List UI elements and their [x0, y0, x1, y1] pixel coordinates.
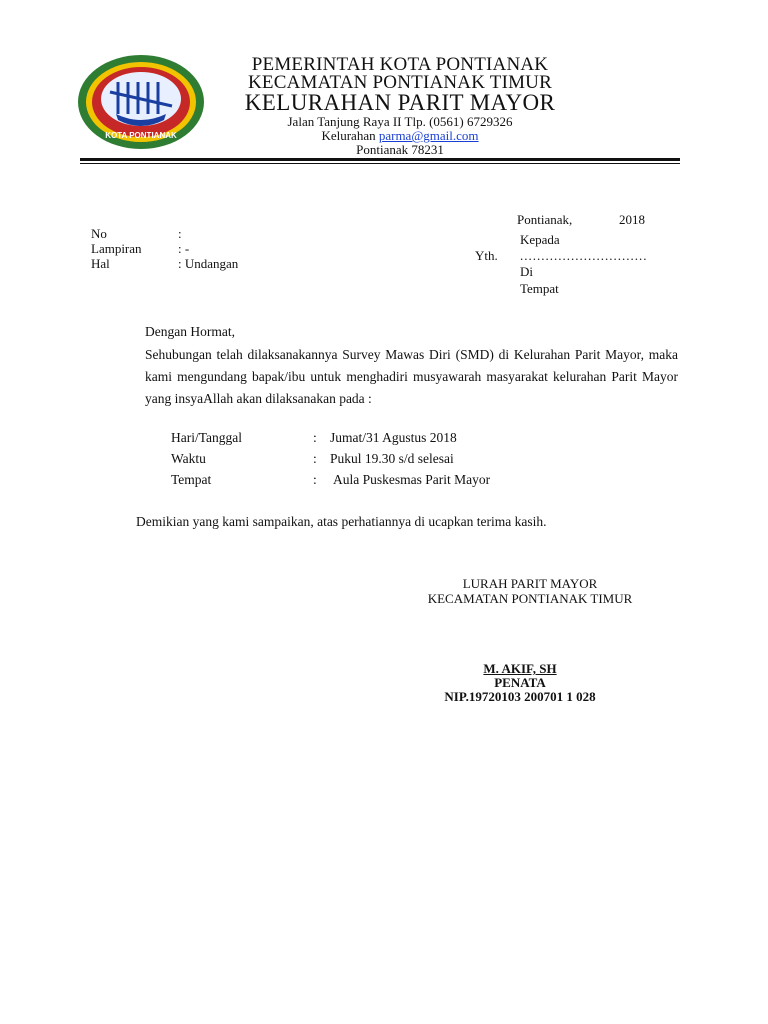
meta-no-label: No — [91, 226, 107, 241]
signature-nip: NIP.19720103 200701 1 028 — [444, 689, 596, 704]
greeting: Dengan Hormat, — [145, 324, 235, 339]
header-divider-thin — [80, 163, 680, 164]
kota-pontianak-emblem — [76, 52, 206, 152]
detail-colon-time: : — [313, 451, 317, 466]
detail-label-date: Hari/Tanggal — [171, 430, 243, 445]
svg-text:KOTA PONTIANAK: KOTA PONTIANAK — [105, 131, 177, 140]
closing-sentence: Demikian yang kami sampaikan, atas perhatiannya di ucapkan terima kasih. — [136, 514, 547, 529]
meta-hal-label: Hal — [91, 256, 110, 271]
recipient-tempat: Tempat — [520, 281, 559, 296]
detail-value-date: Jumat/31 Agustus 2018 — [330, 430, 457, 445]
meta-lampiran-value: : - — [178, 241, 190, 256]
recipient-dots: .............................. — [520, 248, 648, 263]
signature-title-2: KECAMATAN PONTIANAK TIMUR — [427, 591, 633, 606]
detail-value-place: Aula Puskesmas Parit Mayor — [333, 472, 491, 487]
header-district: KECAMATAN PONTIANAK TIMUR — [248, 72, 552, 93]
detail-colon-date: : — [313, 430, 317, 445]
header-address: Jalan Tanjung Raya II Tlp. (0561) 6729326 — [287, 114, 513, 129]
meta-lampiran-label: Lampiran — [91, 241, 142, 256]
header-city-zip: Pontianak 78231 — [356, 142, 444, 157]
header-government: PEMERINTAH KOTA PONTIANAK — [251, 54, 549, 75]
meta-hal-value: : Undangan — [178, 256, 239, 271]
detail-colon-place: : — [313, 472, 317, 487]
header-village: KELURAHAN PARIT MAYOR — [244, 90, 556, 115]
detail-label-place: Tempat — [171, 472, 212, 487]
signature-title-1: LURAH PARIT MAYOR — [462, 576, 598, 591]
recipient-place: Pontianak, — [517, 212, 573, 227]
header-email-link[interactable]: parma@gmail.com — [378, 128, 479, 143]
header-divider-thick — [80, 158, 680, 161]
signature-name: M. AKIF, SH — [483, 661, 557, 676]
body-paragraph: Sehubungan telah dilaksanakannya Survey Mawas Diri (SMD) di Kelurahan Parit Mayor, maka kami mengundang bapak/ibu untuk menghadiri musyawarah masyarakat kelurahan Parit Mayor yang insyaAllah akan dilaksanakan pada : — [145, 347, 678, 406]
header-email-label: Kelurahan — [321, 128, 376, 143]
detail-value-time: Pukul 19.30 s/d selesai — [330, 451, 454, 466]
detail-label-time: Waktu — [171, 451, 206, 466]
recipient-yth: Yth. — [475, 248, 498, 263]
signature-rank: PENATA — [494, 675, 546, 690]
recipient-di: Di — [520, 264, 533, 279]
meta-no-value: : — [178, 226, 182, 241]
recipient-year: 2018 — [619, 212, 645, 227]
recipient-kepada: Kepada — [520, 232, 560, 247]
